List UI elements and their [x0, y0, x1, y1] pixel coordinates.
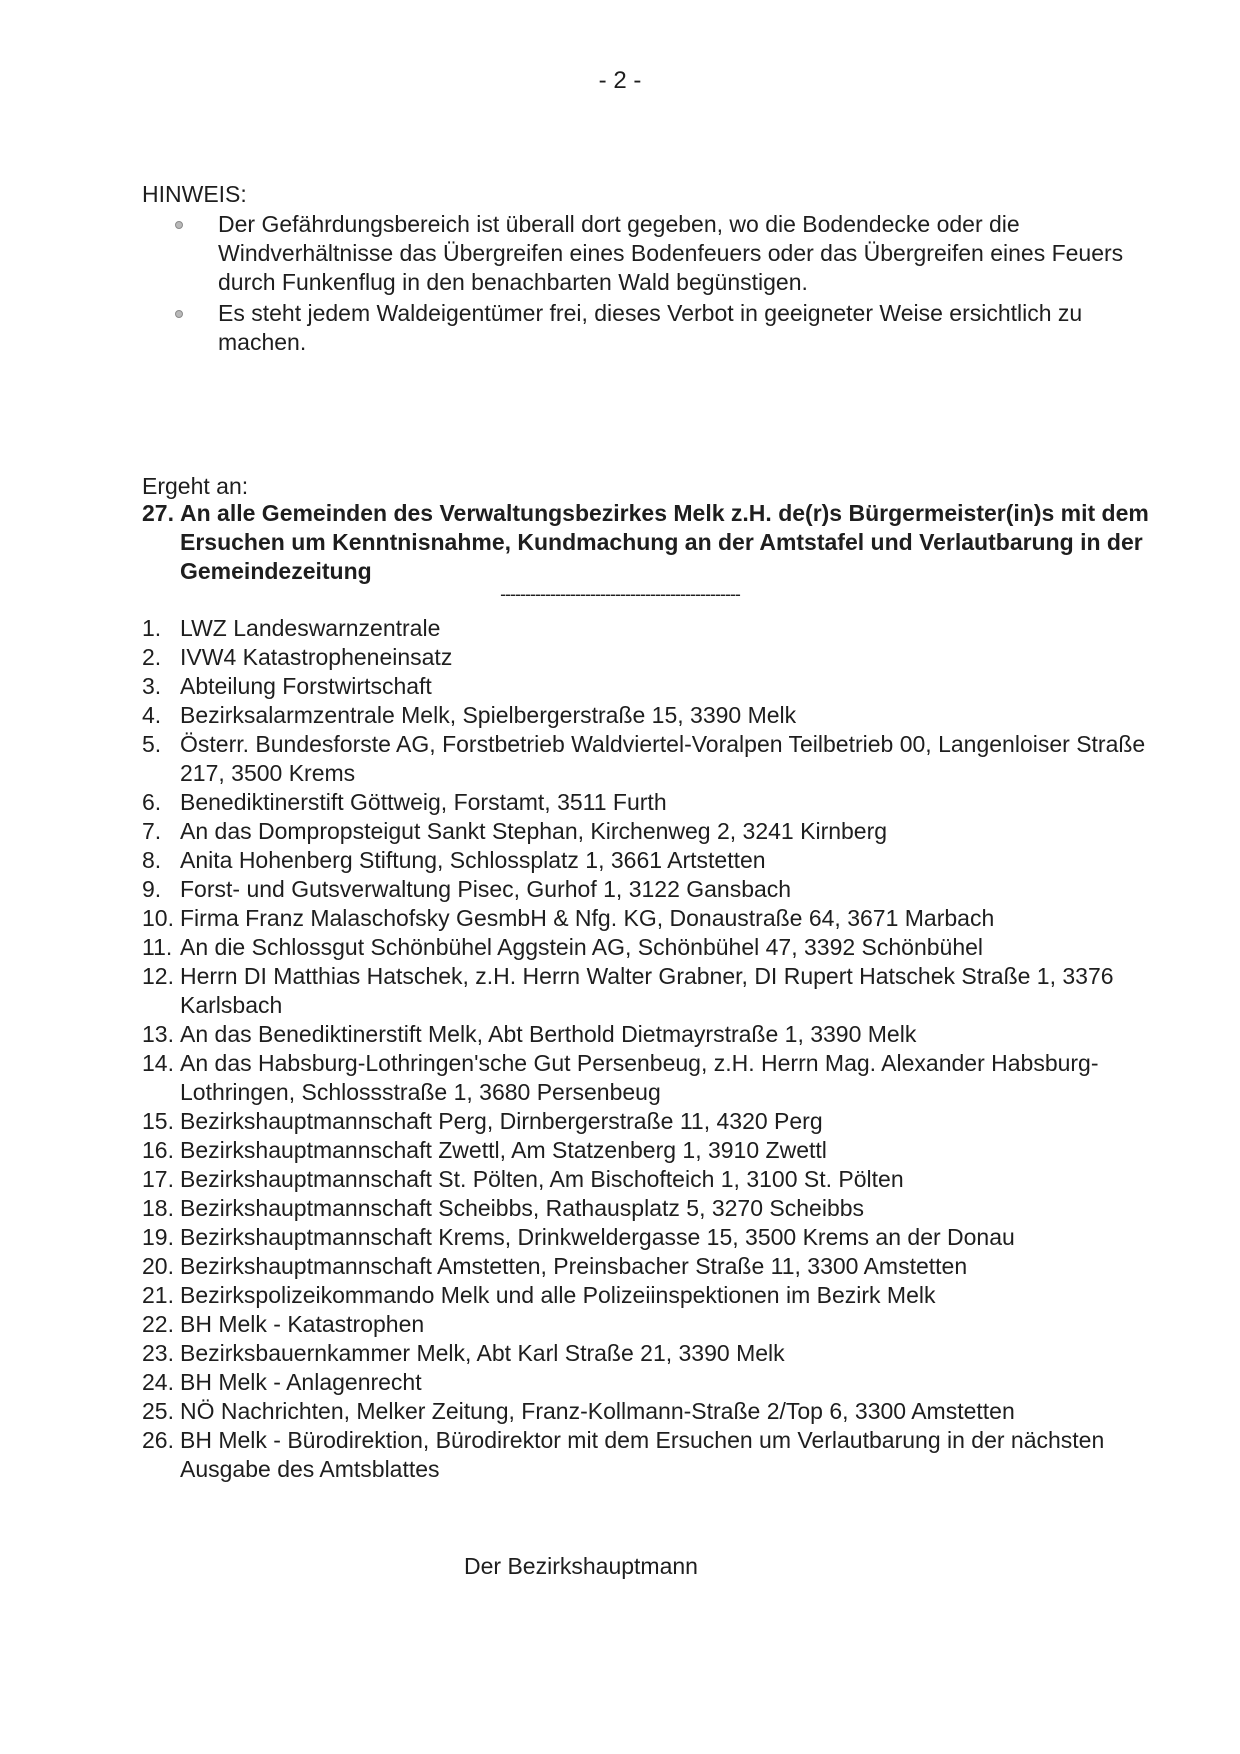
distribution-item	[142, 1049, 1152, 1107]
distribution-label: Ergeht an:	[142, 473, 249, 499]
distribution-item-number: 24.	[142, 1369, 174, 1395]
distribution-item-number: 20.	[142, 1253, 174, 1279]
distribution-item	[142, 614, 1152, 643]
main-recipient-text: An alle Gemeinden des Verwaltungsbezirkes Melk z.H. de(r)s Bürgermeister(in)s mit dem Ersuchen um Kenntnisnahme, Kundmachung an der Amtstafel und Verlautbarung in der Gemeindezeitung	[180, 500, 1149, 584]
distribution-item	[142, 962, 1152, 1020]
distribution-item-number: 23.	[142, 1340, 174, 1366]
distribution-item	[142, 1368, 1152, 1397]
distribution-item-text: An das Habsburg-Lothringen'sche Gut Persenbeug, z.H. Herrn Mag. Alexander Habsburg-Lothringen, Schlossstraße 1, 3680 Persenbeug	[180, 1050, 1099, 1105]
distribution-item-number: 17.	[142, 1166, 174, 1192]
distribution-item	[142, 846, 1152, 875]
distribution-item-number: 8.	[142, 847, 162, 873]
distribution-item	[142, 730, 1152, 788]
distribution-item-text: Bezirkshauptmannschaft St. Pölten, Am Bischofteich 1, 3100 St. Pölten	[180, 1166, 904, 1192]
distribution-item	[142, 701, 1152, 730]
note-bullet-item	[170, 210, 1150, 297]
distribution-item-text: IVW4 Katastropheneinsatz	[180, 644, 453, 670]
signature: Der Bezirkshauptmann	[464, 1553, 698, 1579]
distribution-item-text: Anita Hohenberg Stiftung, Schlossplatz 1, 3661 Artstetten	[180, 847, 766, 873]
distribution-item-number: 11.	[142, 934, 173, 960]
distribution-item-text: Bezirksbauernkammer Melk, Abt Karl Straße 21, 3390 Melk	[180, 1340, 785, 1366]
distribution-item-text: NÖ Nachrichten, Melker Zeitung, Franz-Kollmann-Straße 2/Top 6, 3300 Amstetten	[180, 1398, 1015, 1424]
distribution-item-number: 7.	[142, 818, 162, 844]
distribution-item-text: Herrn DI Matthias Hatschek, z.H. Herrn Walter Grabner, DI Rupert Hatschek Straße 1, 3376 Karlsbach	[180, 963, 1114, 1018]
note-bullet-text: Der Gefährdungsbereich ist überall dort gegeben, wo die Bodendecke oder die Windverhältnisse das Übergreifen eines Bodenfeuers oder das Übergreifen eines Feuers durch Funkenflug in den benachbarten Wald begünstigen.	[218, 211, 1124, 295]
distribution-item-number: 5.	[142, 731, 162, 757]
distribution-item-number: 19.	[142, 1224, 174, 1250]
distribution-item-number: 22.	[142, 1311, 174, 1337]
distribution-item	[142, 788, 1152, 817]
separator-line: ------------------------------------------------	[500, 584, 740, 604]
distribution-item	[142, 933, 1152, 962]
distribution-list	[142, 614, 1152, 1484]
distribution-item	[142, 1339, 1152, 1368]
note-bullet-list	[170, 210, 1150, 359]
distribution-item-text: Bezirkspolizeikommando Melk und alle Polizeiinspektionen im Bezirk Melk	[180, 1282, 936, 1308]
distribution-item-number: 3.	[142, 673, 162, 699]
distribution-item	[142, 1165, 1152, 1194]
distribution-item-text: Bezirksalarmzentrale Melk, Spielbergerstraße 15, 3390 Melk	[180, 702, 797, 728]
distribution-item-text: Forst- und Gutsverwaltung Pisec, Gurhof 1, 3122 Gansbach	[180, 876, 792, 902]
distribution-item	[142, 1020, 1152, 1049]
distribution-item-text: An das Benediktinerstift Melk, Abt Berthold Dietmayrstraße 1, 3390 Melk	[180, 1021, 917, 1047]
distribution-item-number: 9.	[142, 876, 162, 902]
main-recipient	[142, 499, 1152, 586]
distribution-item	[142, 1136, 1152, 1165]
distribution-item-text: Bezirkshauptmannschaft Scheibbs, Rathausplatz 5, 3270 Scheibbs	[180, 1195, 865, 1221]
distribution-item-text: Bezirkshauptmannschaft Perg, Dirnbergerstraße 11, 4320 Perg	[180, 1108, 823, 1134]
distribution-item	[142, 1107, 1152, 1136]
distribution-item	[142, 817, 1152, 846]
distribution-item-text: An das Dompropsteigut Sankt Stephan, Kirchenweg 2, 3241 Kirnberg	[180, 818, 888, 844]
page-number: - 2 -	[598, 67, 642, 94]
note-bullet-text: Es steht jedem Waldeigentümer frei, dieses Verbot in geeigneter Weise ersichtlich zu machen.	[218, 300, 1083, 355]
distribution-item	[142, 1223, 1152, 1252]
distribution-item-text: BH Melk - Katastrophen	[180, 1311, 425, 1337]
distribution-item-number: 4.	[142, 702, 162, 728]
bullet-dot-icon	[175, 221, 183, 229]
distribution-item	[142, 643, 1152, 672]
distribution-item-text: LWZ Landeswarnzentrale	[180, 615, 441, 641]
distribution-item-text: Abteilung Forstwirtschaft	[180, 673, 432, 699]
distribution-item	[142, 672, 1152, 701]
distribution-item	[142, 875, 1152, 904]
main-recipient-number: 27.	[142, 500, 174, 526]
bullet-dot-icon	[175, 310, 183, 318]
distribution-item	[142, 1194, 1152, 1223]
distribution-item-text: Österr. Bundesforste AG, Forstbetrieb Waldviertel-Voralpen Teilbetrieb 00, Langenloiser Straße 217, 3500 Krems	[180, 731, 1146, 786]
distribution-item-number: 16.	[142, 1137, 174, 1163]
distribution-item-text: Bezirkshauptmannschaft Amstetten, Preinsbacher Straße 11, 3300 Amstetten	[180, 1253, 968, 1279]
distribution-item	[142, 1252, 1152, 1281]
distribution-item-text: BH Melk - Anlagenrecht	[180, 1369, 422, 1395]
note-bullet-item	[170, 299, 1150, 357]
distribution-item-number: 2.	[142, 644, 162, 670]
distribution-item-text: Benediktinerstift Göttweig, Forstamt, 3511 Furth	[180, 789, 667, 815]
distribution-item-number: 13.	[142, 1021, 174, 1047]
distribution-item-text: BH Melk - Bürodirektion, Bürodirektor mit dem Ersuchen um Verlautbarung in der nächsten Ausgabe des Amtsblattes	[180, 1427, 1105, 1482]
distribution-item-text: Bezirkshauptmannschaft Krems, Drinkweldergasse 15, 3500 Krems an der Donau	[180, 1224, 1015, 1250]
distribution-item-number: 14.	[142, 1050, 174, 1076]
distribution-item-number: 6.	[142, 789, 162, 815]
distribution-item-number: 18.	[142, 1195, 174, 1221]
distribution-item-number: 1.	[142, 615, 162, 641]
distribution-item-text: An die Schlossgut Schönbühel Aggstein AG, Schönbühel 47, 3392 Schönbühel	[180, 934, 984, 960]
distribution-item	[142, 1310, 1152, 1339]
distribution-item	[142, 1426, 1152, 1484]
distribution-item-number: 15.	[142, 1108, 174, 1134]
distribution-item-number: 21.	[142, 1282, 174, 1308]
distribution-item-text: Firma Franz Malaschofsky GesmbH & Nfg. KG, Donaustraße 64, 3671 Marbach	[180, 905, 995, 931]
distribution-item-number: 12.	[142, 963, 174, 989]
distribution-item-number: 26.	[142, 1427, 174, 1453]
distribution-item-text: Bezirkshauptmannschaft Zwettl, Am Statzenberg 1, 3910 Zwettl	[180, 1137, 827, 1163]
distribution-item-number: 25.	[142, 1398, 174, 1424]
distribution-item-number: 10.	[142, 905, 174, 931]
note-heading: HINWEIS:	[142, 181, 247, 207]
distribution-item	[142, 904, 1152, 933]
distribution-item	[142, 1397, 1152, 1426]
distribution-item	[142, 1281, 1152, 1310]
